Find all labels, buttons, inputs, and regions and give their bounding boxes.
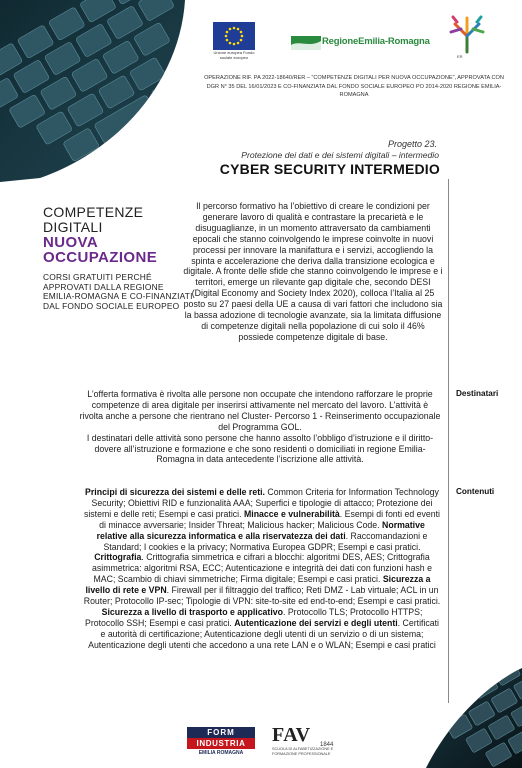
project-subtitle: Protezione dei dati e dei sistemi digitali – intermedio [241,150,439,160]
program-branding [43,205,193,311]
contenuti-label: Contenuti [456,487,495,496]
er-tree-logo [445,14,489,60]
formindustria-logo [187,727,255,763]
rer-logo-text: RegioneEmilia-Romagna [322,36,430,47]
keyboard-image-bottom [426,668,522,768]
formindustria-top: FORM [187,727,255,738]
competenze-text: COMPETENZE [43,204,144,220]
fav-year: 1844 [320,742,334,748]
contenuti-topic: Sicurezza a livello di rete e VPN [85,574,431,596]
contenuti-topic: Sicurezza a livello di trasporto e applicativo [101,606,283,617]
rer-mark-icon [291,36,321,50]
fav-caption: SCUOLA DI ALFABETIZZAZIONE E FORMAZIONE PROFESSIONALE [272,747,334,756]
contenuti-section [83,487,441,651]
regione-emilia-romagna-logo [291,34,430,54]
formindustria-bottom: EMILIA ROMAGNA [198,750,244,756]
eu-logo [207,22,261,68]
fav-logo [272,724,344,764]
contenuti-detail: . Certificati e autorità di certificazione; Autenticazione degli utenti di un servizio o di un sistema; Autenticazione degli utenti che accedono a una rete LAN e o WLAN; Esempi e casi pratici [88,617,439,650]
keyboard-image [0,0,185,182]
section-divider [448,179,449,703]
contenuti-topic: Autenticazione dei servizi e degli utenti [234,617,398,628]
er-caption: ER [457,54,463,59]
digitali-text: DIGITALI [43,219,103,235]
contenuti-topic: Crittografia [94,552,142,563]
page-title: CYBER SECURITY INTERMEDIO [219,161,440,177]
operazione-reference: OPERAZIONE RIF. PA 2022-18640/RER – “COMPETENZE DIGITALI PER NUOVA OCCUPAZIONE”, APPROVATA CON DGR N° 35 DEL 16/01/2023 E CO-FINANZIATA DAL FONDO SOCIALE EUROPEO PO 2014-2020 REGIONE EMILIA-ROMAGNA [204,75,504,98]
occupazione-text: OCCUPAZIONE [43,249,158,266]
nuova-text: NUOVA [43,234,99,251]
contenuti-detail: . Raccomandazioni e Standard; I cookies e la privacy; Normativa Europea GDPR; Esempi e casi pratici. [103,530,428,552]
eu-caption: Unione europea Fondo sociale europeo [213,50,255,60]
corsi-gratuiti-text: CORSI GRATUITI PERCHÉ APPROVATI DALLA REGIONE EMILIA-ROMAGNA E CO-FINANZIATI DAL FONDO SOCIALE EUROPEO [43,272,193,311]
project-number: Progetto 23. [387,139,437,149]
formindustria-mid: INDUSTRIA [187,738,255,749]
tree-icon [445,14,489,54]
intro-paragraph: Il percorso formativo ha l’obiettivo di creare le condizioni per generare lavoro di qualità e contrastare la precarietà e le disuguaglianze, in un momento attraversato da cambiamenti epocali che stanno coinvolgendo le imprese coinvolte in nuovi processi per innovare la manifattura e i servizi, accogliendo la spinta e accelerazione che deriva dalla transizione ecologica e digitale. A fronte delle sfide che stanno coinvolgendo le imprese e i territori, emerge un rilevante gap digitale che, secondo DESI (Digital Economy and Society Index 2020), colloca l’Italia al 25 posto su 27 paesi della UE a causa di vari fattori che includono sia la bassa adozione di tecnologie avanzate, sia la limitata diffusione di competenze digitali nella popolazione di cui solo il 46% possiede competenze digitale di base. [183,201,443,342]
destinatari-paragraph-2: I destinatari delle attività sono persone che hanno assolto l’obbligo d’istruzione e il diritto-dovere all’istruzione e formazione e che sono residenti o domiciliati in regione Emilia-Romagna in data antecedente l’iscrizione alle attività. [86,432,434,465]
contenuti-topic: Normative relative alla sicurezza informatica e alla riservatezza dei dati [96,519,425,541]
contenuti-detail: . Esempi di fonti ed eventi di minacce avversarie; Insider Threat; Malicious hacker; Malicious Code. [99,508,440,530]
contenuti-topic: Principi di sicurezza dei sistemi e delle reti. [85,487,265,497]
contenuti-detail: Common Criteria for Information Technology Security; Obiettivi RID e funzionalità AAA; Superfici e tipologie di attacco; Protezione dei sistemi e delle reti; Esempi e casi pratici. [83,487,439,519]
destinatari-label: Destinatari [456,389,499,398]
destinatari-section [79,389,441,465]
contenuti-detail: . Crittografia simmetrica e cifrari a blocchi: algoritmi DES, AES; Crittografia asimmetrica: algoritmi RSA, ECC; Autenticazione e integrità dei dati con funzioni hash e MAC; Scambio di chiavi simmetriche; Firma digitale; Esempi e casi pratici. [92,552,432,585]
fav-logo-text: FAV [272,724,311,746]
contenuti-detail: . Protocollo TLS; Protocollo HTTPS; Protocollo SSH; Esempi e casi pratici. [85,606,423,628]
contenuti-topic: Minacce e vulnerabilità [243,508,340,519]
contenuti-detail: . Firewall per il filtraggio del traffico; Reti DMZ - Lab virtuale; ACL in un Router; Protocollo IP-sec; Tipologie di VPN: site-to-site ed end-to-end; Esempi e casi pratici. [83,585,441,607]
destinatari-paragraph-1: L’offerta formativa è rivolta alle persone non occupate che intendono rafforzare le proprie competenze di area digitale per inserirsi attivamente nel mercato del lavoro. L’attività è rivolta anche a persone che rientrano nel Cluster- Percorso 1 - Reinserimento occupazionale del Programma GOL. [79,389,441,432]
eu-flag-icon [213,22,255,50]
